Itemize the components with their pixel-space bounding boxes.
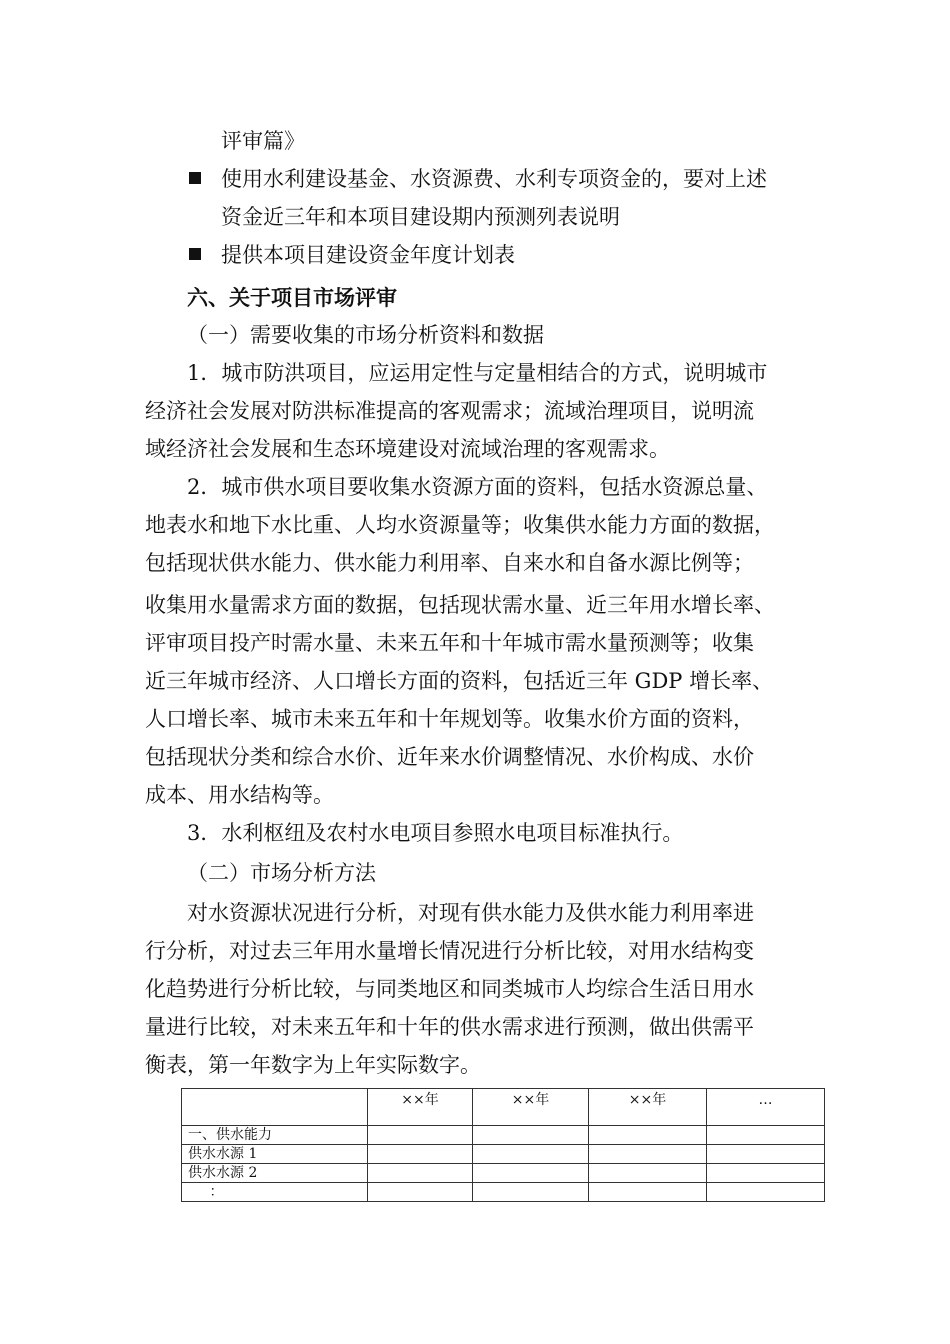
table-header-row	[182, 1089, 825, 1126]
paragraph-line: 2．城市供水项目要收集水资源方面的资料，包括水资源总量、	[187, 475, 768, 499]
bullet-item-text-cont: 资金近三年和本项目建设期内预测列表说明	[221, 205, 620, 229]
table-cell	[368, 1126, 473, 1145]
table-header-cell: …	[707, 1089, 825, 1126]
table-cell	[473, 1164, 589, 1183]
table-row	[182, 1164, 825, 1183]
table-cell	[368, 1164, 473, 1183]
table-header-cell: ××年	[589, 1089, 707, 1126]
table-cell	[473, 1126, 589, 1145]
table-cell	[589, 1183, 707, 1202]
square-bullet-icon	[189, 172, 201, 184]
section-heading: 六、关于项目市场评审	[187, 285, 397, 310]
paragraph-line: 1．城市防洪项目，应运用定性与定量相结合的方式，说明城市	[187, 361, 768, 385]
paragraph-line: 评审项目投产时需水量、未来五年和十年城市需水量预测等；收集	[145, 631, 754, 655]
table-row	[182, 1145, 825, 1164]
table-row-label: 一、供水能力	[182, 1126, 368, 1145]
paragraph-line: 人口增长率、城市未来五年和十年规划等。收集水价方面的资料，	[145, 707, 754, 731]
table-cell	[473, 1183, 589, 1202]
paragraph-line: 成本、用水结构等。	[145, 783, 334, 807]
table-cell	[473, 1145, 589, 1164]
subsection-heading: （二）市场分析方法	[187, 861, 376, 885]
paragraph-line: 包括现状供水能力、供水能力利用率、自来水和自备水源比例等；	[145, 551, 754, 575]
square-bullet-icon	[189, 248, 201, 260]
supply-demand-table	[181, 1088, 825, 1202]
table-cell	[589, 1145, 707, 1164]
table-header-cell: ××年	[368, 1089, 473, 1126]
subsection-heading: （一）需要收集的市场分析资料和数据	[187, 323, 544, 347]
bullet-item-text: 提供本项目建设资金年度计划表	[221, 243, 515, 267]
paragraph-line: 近三年城市经济、人口增长方面的资料，包括近三年 GDP 增长率、	[145, 669, 774, 693]
table-header-cell: ××年	[473, 1089, 589, 1126]
table-cell	[707, 1183, 825, 1202]
paragraph-line: 收集用水量需求方面的数据，包括现状需水量、近三年用水增长率、	[145, 593, 775, 617]
table-cell	[368, 1145, 473, 1164]
paragraph-line: 3．水利枢纽及农村水电项目参照水电项目标准执行。	[187, 821, 684, 845]
table-row-label: 供水水源 2	[182, 1164, 368, 1183]
bullet-item-text: 使用水利建设基金、水资源费、水利专项资金的，要对上述	[221, 167, 767, 191]
paragraph-line: 包括现状分类和综合水价、近年来水价调整情况、水价构成、水价	[145, 745, 754, 769]
paragraph-line: 域经济社会发展和生态环境建设对流域治理的客观需求。	[145, 437, 670, 461]
paragraph-line: 对水资源状况进行分析，对现有供水能力及供水能力利用率进	[187, 901, 754, 925]
table-header-cell	[182, 1089, 368, 1126]
table-row	[182, 1183, 825, 1202]
table-cell	[368, 1183, 473, 1202]
paragraph-line: 行分析，对过去三年用水量增长情况进行分析比较，对用水结构变	[145, 939, 754, 963]
table-cell	[707, 1126, 825, 1145]
table-cell	[589, 1126, 707, 1145]
table-cell	[589, 1164, 707, 1183]
paragraph-line: 地表水和地下水比重、人均水资源量等；收集供水能力方面的数据，	[145, 513, 775, 537]
paragraph-line: 化趋势进行分析比较，与同类地区和同类城市人均综合生活日用水	[145, 977, 754, 1001]
paragraph-line: 经济社会发展对防洪标准提高的客观需求；流域治理项目，说明流	[145, 399, 754, 423]
table-row-label: ：	[182, 1183, 368, 1202]
table-cell	[707, 1164, 825, 1183]
paragraph-line: 量进行比较，对未来五年和十年的供水需求进行预测，做出供需平	[145, 1015, 754, 1039]
paragraph-line: 衡表，第一年数字为上年实际数字。	[145, 1053, 481, 1077]
text-line: 评审篇》	[221, 129, 305, 153]
table-cell	[707, 1145, 825, 1164]
table-row	[182, 1126, 825, 1145]
table-row-label: 供水水源 1	[182, 1145, 368, 1164]
